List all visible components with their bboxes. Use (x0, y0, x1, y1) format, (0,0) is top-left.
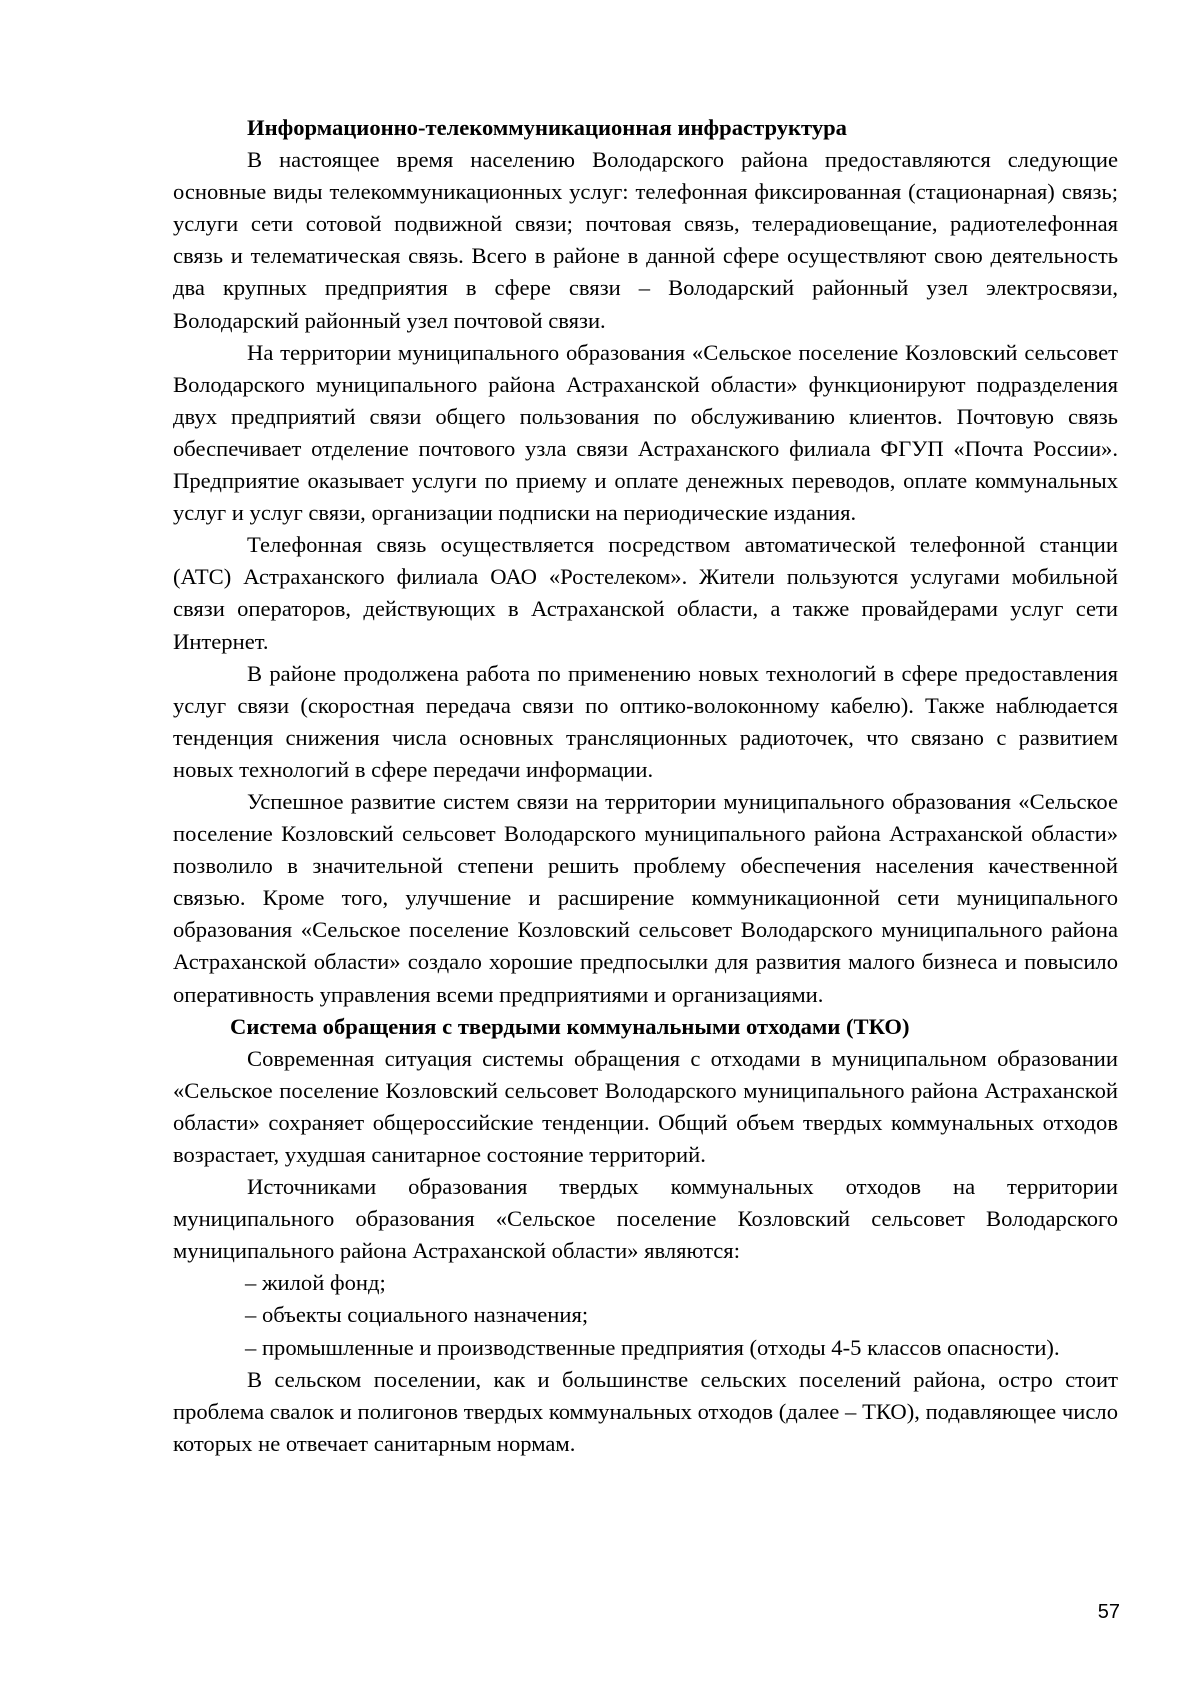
paragraph: На территории муниципального образования «Сельское поселение Козловский сельсовет Володарского муниципального района Астраханской области» функционируют подразделения двух предприятий связи общего пользования по обслуживанию клиентов. Почтовую связь обеспечивает отделение почтового узла связи Астраханского филиала ФГУП «Почта России». Предприятие оказывает услуги по приему и оплате денежных переводов, оплате коммунальных услуг и услуг связи, организации подписки на периодические издания. (173, 339, 1118, 526)
list-item: – жилой фонд; (245, 1270, 386, 1296)
paragraph: Современная ситуация системы обращения с отходами в муниципальном образовании «Сельское поселение Козловский сельсовет Володарского муниципального района Астраханской области» сохраняет общероссийские тенденции. Общий объем твердых коммунальных отходов возрастает, ухудшая санитарное состояние территорий. (173, 1045, 1118, 1167)
list-item: – объекты социального назначения; (245, 1302, 589, 1328)
paragraph: Источниками образования твердых коммунальных отходов на территории муниципального образования «Сельское поселение Козловский сельсовет Володарского муниципального района Астраханской области» являются: (173, 1174, 1118, 1264)
document-page (173, 112, 1118, 1460)
paragraph: В районе продолжена работа по применению новых технологий в сфере предоставления услуг связи (скоростная передача связи по оптико-волоконному кабелю). Также наблюдается тенденция снижения числа основных трансляционных радиоточек, что связано с развитием новых технологий в сфере передачи информации. (173, 660, 1118, 782)
paragraph: В сельском поселении, как и большинстве сельских поселений района, остро стоит проблема свалок и полигонов твердых коммунальных отходов (далее – ТКО), подавляющее число которых не отвечает санитарным нормам. (173, 1366, 1118, 1456)
section-heading-waste: Система обращения с твердыми коммунальными отходами (ТКО) (230, 1013, 910, 1039)
paragraph: В настоящее время населению Володарского района предоставляются следующие основные виды телекоммуникационных услуг: телефонная фиксированная (стационарная) связь; услуги сети сотовой подвижной связи; почтовая связь, телерадиовещание, радиотелефонная связь и телематическая связь. Всего в районе в данной сфере осуществляют свою деятельность два крупных предприятия в сфере связи – Володарский районный узел электросвязи, Володарский районный узел почтовой связи. (173, 147, 1118, 333)
paragraph: Успешное развитие систем связи на территории муниципального образования «Сельское поселение Козловский сельсовет Володарского муниципального района Астраханской области» позволило в значительной степени решить проблему обеспечения населения качественной связью. Кроме того, улучшение и расширение коммуникационной сети муниципального образования «Сельское поселение Козловский сельсовет Володарского муниципального района Астраханской области» создало хорошие предпосылки для развития малого бизнеса и повысило оперативность управления всеми предприятиями и организациями. (173, 788, 1118, 1007)
page-number: 57 (1097, 1601, 1120, 1623)
list-item: – промышленные и производственные предприятия (отходы 4-5 классов опасности). (245, 1334, 1060, 1360)
paragraph: Телефонная связь осуществляется посредством автоматической телефонной станции (АТС) Астраханского филиала ОАО «Ростелеком». Жители пользуются услугами мобильной связи операторов, действующих в Астраханской области, а также провайдерами услуг сети Интернет. (173, 532, 1118, 654)
section-heading-telecom: Информационно-телекоммуникационная инфраструктура (247, 115, 847, 140)
